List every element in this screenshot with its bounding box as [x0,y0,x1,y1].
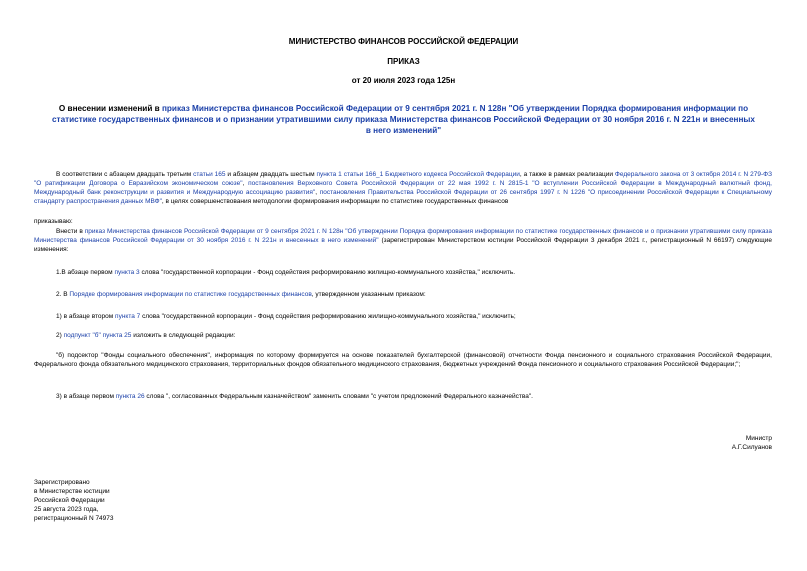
link-procedure[interactable]: Порядке формирования информации по статистике государственных финансов [69,291,312,298]
preamble-text-1: В соответствии с абзацем двадцать третьим [56,171,194,178]
sub-2-text-1: 2) [56,332,64,339]
ministry-heading: МИНИСТЕРСТВО ФИНАНСОВ РОССИЙСКОЙ ФЕДЕРАЦИИ [288,37,519,46]
title-order-link[interactable]: приказ Министерства финансов Российской Федерации от 9 сентября 2021 г. N 128н "Об утверждении Порядка формирования информации по статистике государственных финансов и о признании утратившими силу приказа Министерства финансов Российской Федерации от 30 ноября 2016 г. N 221н и внесенных в него изменений" [52,104,755,135]
item-2-text-2: , утвержденном указанным приказом: [311,291,426,298]
registration-block [34,478,114,523]
preamble-text-6: , в целях совершенствования методологии формирования информации по статистике государственных финансов [161,198,509,205]
item-2-text-1: 2. В [56,291,70,298]
sub-3-text-2: слова ", согласованных Федеральным казначейством" заменить словами "с учетом предложений Федерального казначейства". [144,393,533,400]
item-1-paragraph [56,268,772,277]
link-order-128n[interactable]: приказ Министерства финансов Российской Федерации от 9 сентября 2021 г. N 128н "Об утверждении Порядка формирования информации по статистике государственных финансов и о признании утратившими силу приказа Министерства финансов Российской Федерации от 30 ноября 2016 г. N 221н и внесенных в него изменений" [34,228,772,244]
link-point-26[interactable]: пункта 26 [115,393,145,400]
link-article-165[interactable]: статьи 165 [193,171,226,178]
preamble-text-4: , [242,180,249,187]
title-prefix: О внесении изменений в [58,104,162,113]
sub-2-paragraph [56,331,772,340]
intro-text-1: Внести в [56,228,85,235]
sub-3-paragraph [56,392,772,401]
quoted-amendment: "б) подсектор "Фонды социального обеспечения", информация по которому формируется на основе показателей бухгалтерской (финансовой) отчетности Фонда пенсионного и социального страхования Российской Федерации, Федерального фонда обязательного медицинского страхования, территориальных фондов обязательного медицинского страхования, бюджетных учреждений Фонда пенсионного и социального страхования Российской Федерации;"; [34,352,772,368]
preamble-text-2: и абзацем двадцать шестым [225,171,317,178]
link-point-7[interactable]: пункта 7 [115,313,141,320]
sub-1-paragraph [56,312,772,321]
link-supreme-council-resolution[interactable]: постановления Верховного Совета Российской Федерации от 22 мая 1992 г. N 2815-1 "О вступлении Российской Федерации в Международный валютный фонд, Международный банк реконструкции и развития и Международную ассоциацию развития" [34,180,772,196]
registration-line: Зарегистрировано [34,479,90,486]
link-federal-law-279[interactable]: Федерального закона от 3 октября 2014 г. N 279-ФЗ "О ратификации Договора о Евразийском экономическом союзе" [34,171,772,187]
item-1-text-2: слова "государственной корпорации - Фонд содействия реформированию жилищно-коммунального хозяйства," исключить. [139,269,516,276]
sub-1-text-2: слова "государственной корпорации - Фонд содействия реформированию жилищно-коммунального хозяйства," исключить; [140,313,516,320]
preamble-text-3: , а также в рамках реализации [519,171,615,178]
registration-line: в Министерстве юстиции [34,488,110,495]
link-article-166-1[interactable]: пункта 1 статьи 166_1 Бюджетного кодекса Российской Федерации [316,171,520,178]
document-title [50,103,757,136]
preamble-text-5: , [315,189,320,196]
signature-position: Министр [745,435,772,442]
intro-text-2: (зарегистрирован Министерством юстиции Российской Федерации 3 декабря 2021 г., регистрационный N 66197) следующие изменения: [34,237,772,253]
sub-1-text-1: 1) в абзаце втором [56,313,116,320]
registration-line: 25 августа 2023 года, [34,506,99,513]
prikazyvayu-text: приказываю: [34,218,73,225]
item-2-paragraph [56,290,772,299]
registration-line: Российской Федерации [34,497,105,504]
doc-date-number: от 20 июля 2023 года 125н [351,76,456,85]
item-1-text-1: 1.В абзаце первом [56,269,115,276]
registration-line: регистрационный N 74973 [34,515,114,522]
doc-type-heading: ПРИКАЗ [387,57,420,66]
sub-3-text-1: 3) в абзаце первом [56,393,116,400]
sub-2-text-2: изложить в следующей редакции: [131,332,236,339]
signature-name: А.Г.Силуанов [731,444,772,451]
link-subpoint-b-25[interactable]: подпункт "б" пункта 25 [63,332,132,339]
link-point-3[interactable]: пункта 3 [114,269,140,276]
signature-block [600,434,772,452]
intro-paragraph [34,227,772,254]
preamble-paragraph [34,170,772,206]
link-government-resolution-1226[interactable]: постановления Правительства Российской Федерации от 26 сентября 1997 г. N 1226 "О присоединении Российской Федерации к Специальному стандарту распространения данных МВФ" [34,189,772,205]
